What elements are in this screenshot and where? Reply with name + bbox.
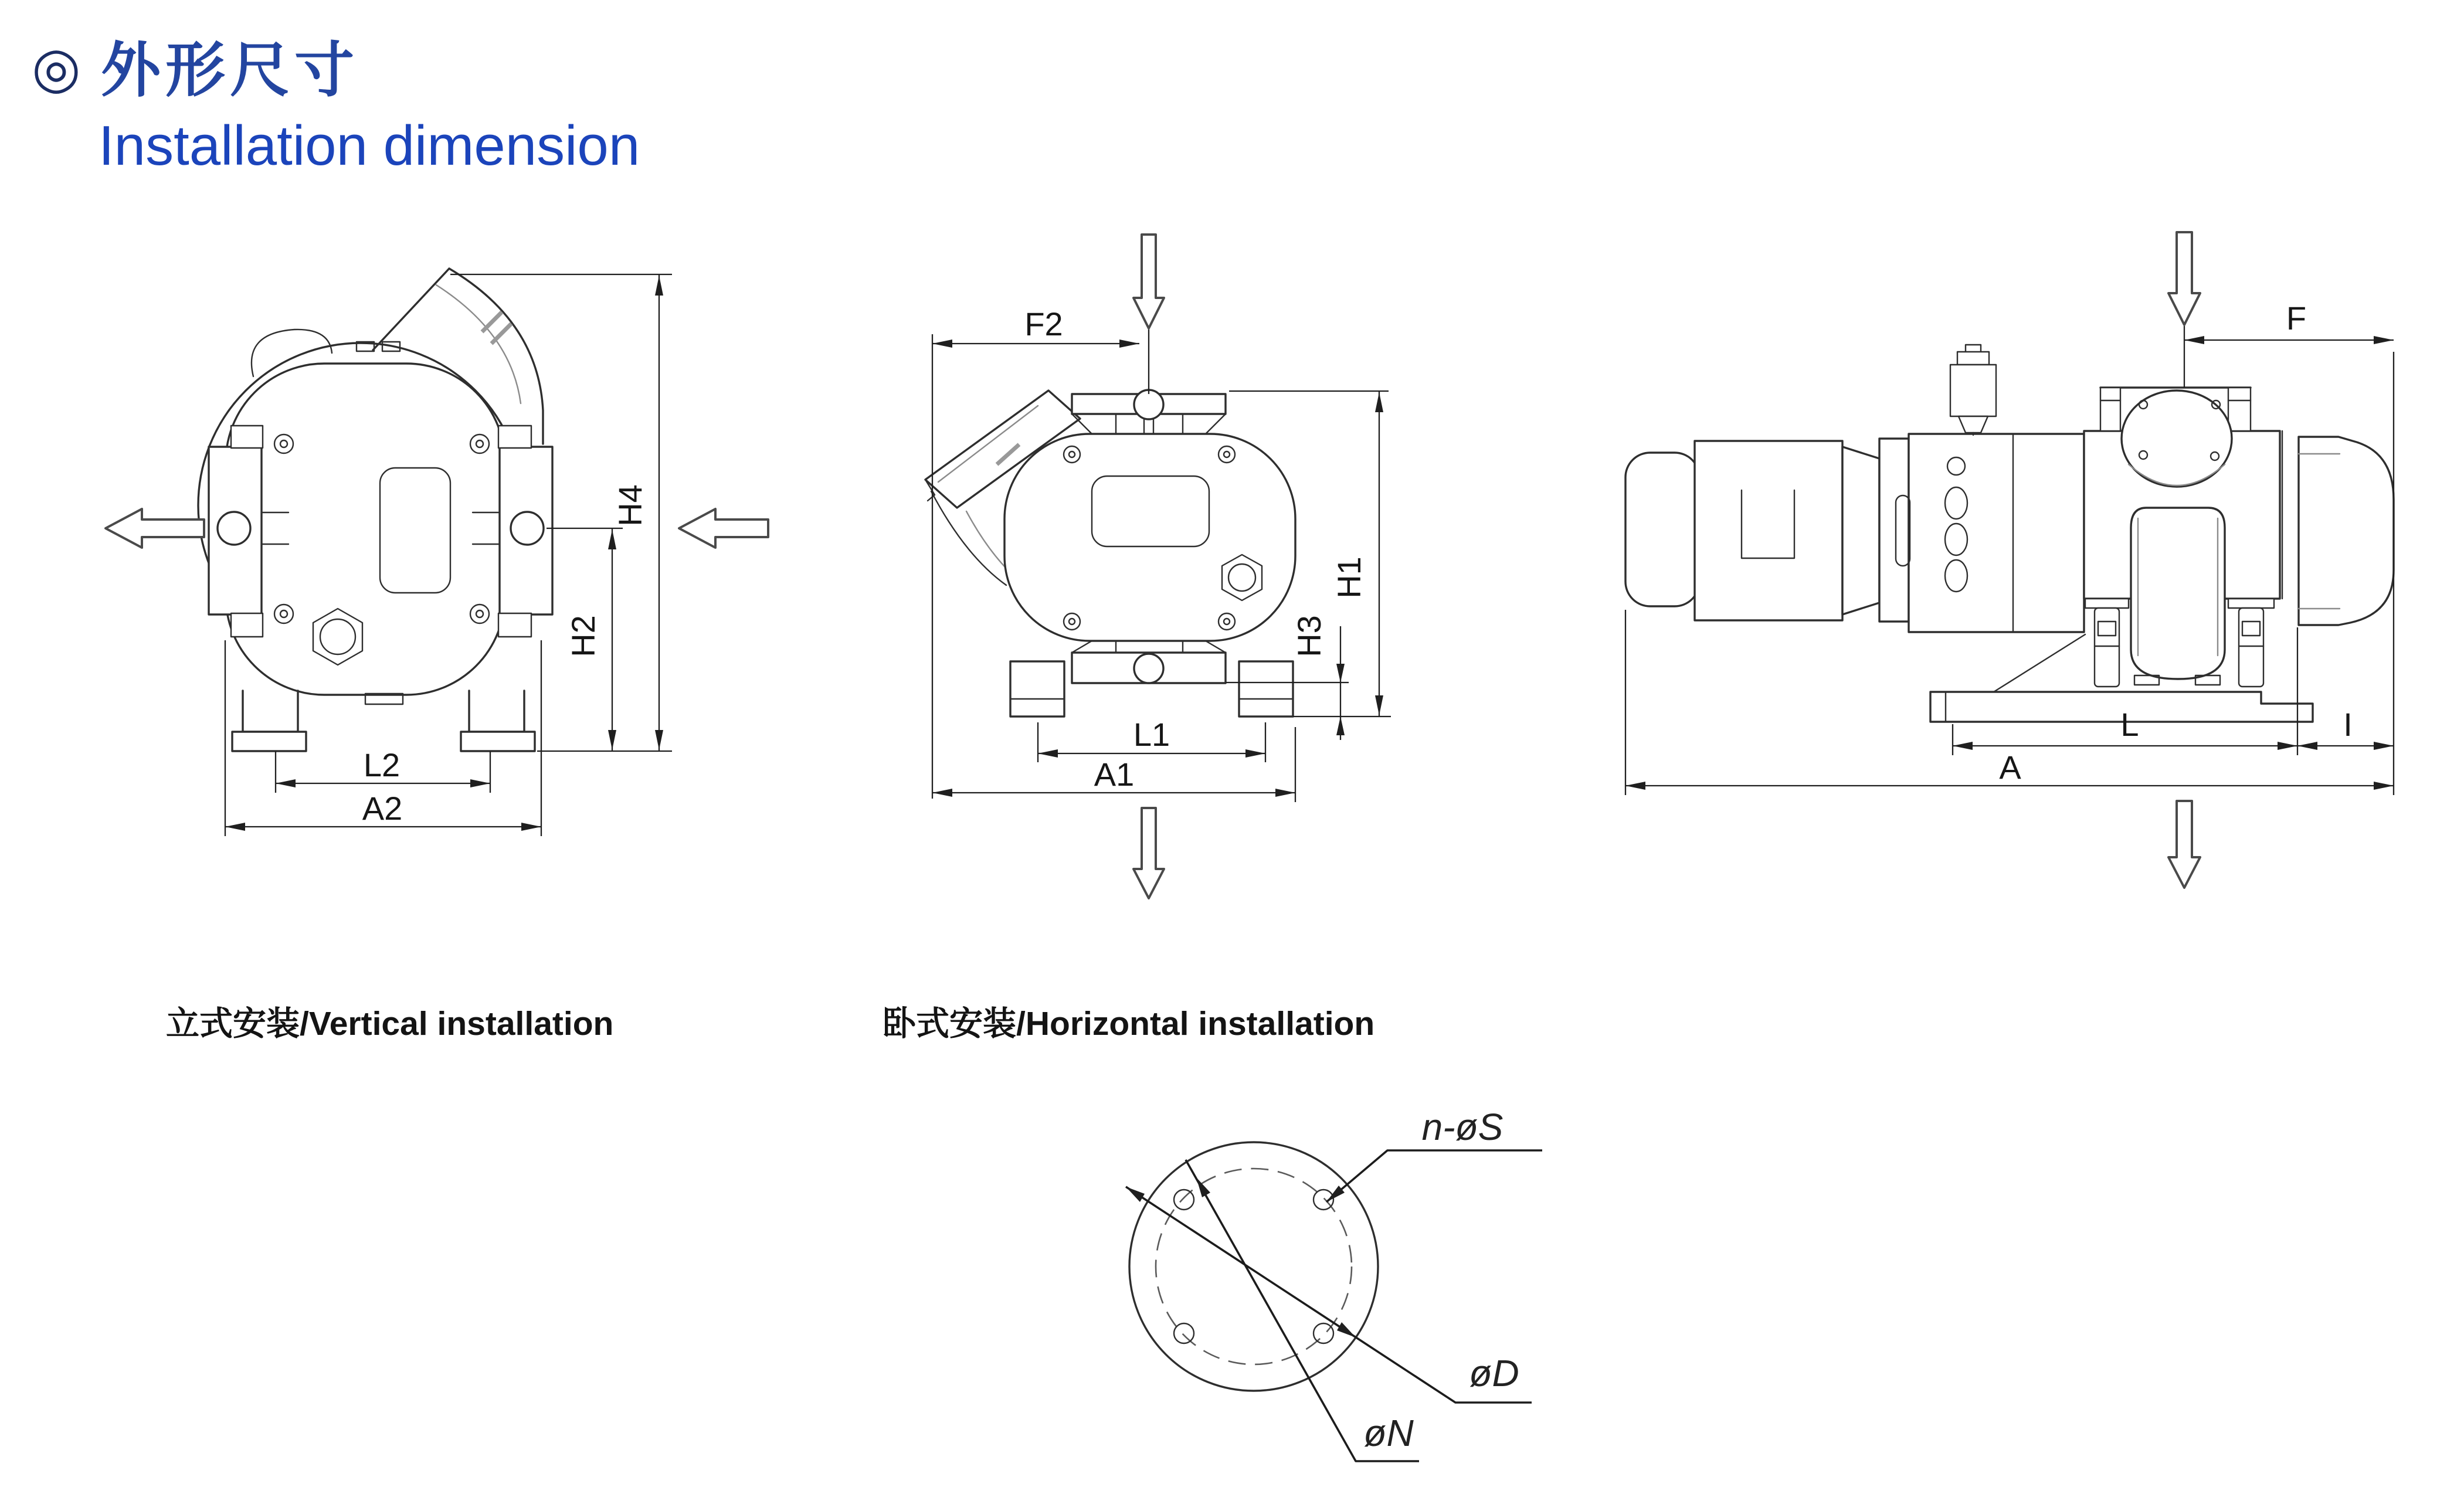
top-port-flange <box>1072 390 1226 434</box>
right-end-cap <box>2299 437 2394 625</box>
dim-label-L2: L2 <box>363 746 401 783</box>
dim-label-F2: F2 <box>1024 305 1063 342</box>
dim-label-L1: L1 <box>1133 716 1170 753</box>
outlet-flow-arrow-icon <box>2168 801 2200 888</box>
dim-label-L: L <box>2120 706 2139 743</box>
suction-flow-arrow-icon <box>679 509 768 548</box>
dim-label-A2: A2 <box>362 790 403 827</box>
drawing-vertical-installation <box>76 223 774 915</box>
discharge-flow-arrow-icon <box>106 509 204 548</box>
drawing-side-view <box>1595 223 2416 909</box>
dim-label-H1: H1 <box>1331 556 1367 599</box>
bottom-port-flange <box>1072 641 1226 683</box>
dim-label-H4: H4 <box>612 484 649 527</box>
pump-front-outline <box>198 269 552 751</box>
inlet-flow-arrow-icon <box>1133 235 1164 328</box>
page-title-zh: 外形尺寸 <box>101 37 359 104</box>
pump-side-outline <box>1625 345 2394 722</box>
dim-label-H3: H3 <box>1291 615 1328 657</box>
dim-label-I: I <box>2343 706 2353 743</box>
bullet-circle-icon: ◎ <box>32 36 81 99</box>
flange-face <box>1129 1142 1378 1391</box>
motor <box>1625 441 1842 620</box>
dim-label-A: A <box>1999 749 2021 786</box>
flange-label-outer-diameter: øD <box>1469 1352 1519 1394</box>
dim-label-H2: H2 <box>565 615 602 657</box>
flange-label-bolt-circle: øN <box>1363 1412 1414 1454</box>
dim-label-A1: A1 <box>1094 756 1135 793</box>
caption-horizontal-installation: 卧式安装/Horizontal installation <box>883 1005 1375 1043</box>
oil-cup-icon <box>1950 345 1996 435</box>
page-title-en: Installation dimension <box>99 114 640 177</box>
flange-label-bolt-holes: n-øS <box>1421 1106 1503 1148</box>
outlet-flow-arrow-icon <box>1133 808 1164 898</box>
dim-label-F: F <box>2286 300 2307 337</box>
mounting-feet <box>232 691 535 751</box>
drawing-horizontal-installation <box>903 223 1419 909</box>
pump-horizontal-outline <box>925 390 1295 717</box>
caption-vertical-installation: 立式安装/Vertical installation <box>166 1005 614 1043</box>
discharge-cylinder <box>2131 508 2225 685</box>
inlet-flow-arrow-icon <box>2168 232 2200 325</box>
flange-leaders <box>1126 1106 1542 1461</box>
drawing-flange-detail <box>1091 1091 1560 1494</box>
